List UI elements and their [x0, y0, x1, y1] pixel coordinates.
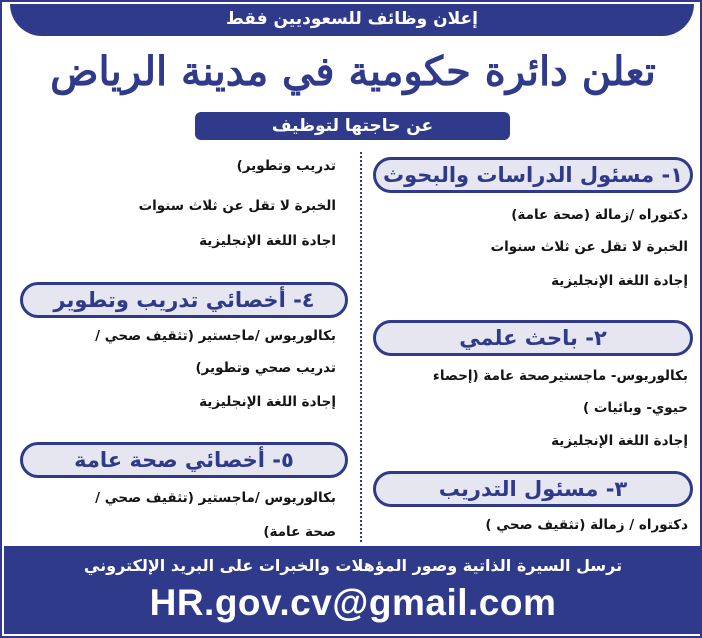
- job3-qualification: دكتوراه / زمالة (تثقيف صحي ): [485, 517, 688, 533]
- subtitle-bar: عن حاجتها لتوظيف: [195, 112, 510, 140]
- job2-qualification-cont: حيوي- وبائيات ): [583, 400, 688, 416]
- job5-qualification-cont: صحة عامة): [263, 524, 336, 540]
- job4-english: إجادة اللغة الإنجليزية: [199, 394, 336, 410]
- job4-qualification: بكالوريوس /ماجستير (تثقيف صحي /: [95, 328, 336, 344]
- job2-qualification: بكالوريوس- ماجستيرصحة عامة (إحصاء: [432, 368, 688, 384]
- job-title-public-health-specialist: ٥- أخصائي صحة عامة: [20, 442, 348, 478]
- contact-email[interactable]: HR.gov.cv@gmail.com: [149, 582, 557, 623]
- footer-bar: [4, 546, 702, 634]
- job3-experience: الخبرة لا تقل عن ثلاث سنوات: [138, 198, 336, 214]
- job-title-training-officer: ٣- مسئول التدريب: [373, 471, 693, 507]
- job4-qualification-cont: تدريب صحي وتطوير): [195, 360, 336, 376]
- job1-experience: الخبرة لا تقل عن ثلاث سنوات: [490, 239, 688, 255]
- headline: تعلن دائرة حكومية في مدينة الرياض: [50, 48, 656, 95]
- application-instructions: ترسل السيرة الذاتية وصور المؤهلات والخبرات على البريد الإلكتروني: [83, 556, 623, 575]
- job5-qualification: بكالوريوس /ماجستير (تثقيف صحي /: [95, 490, 336, 506]
- saudi-only-banner: إعلان وظائف للسعوديين فقط: [10, 4, 694, 36]
- job1-english: إجادة اللغة الإنجليزية: [551, 273, 688, 289]
- job-title-research-officer: ١- مسئول الدراسات والبحوث: [373, 157, 693, 193]
- job-title-scientific-researcher: ٢- باحث علمي: [373, 320, 693, 356]
- column-divider: [360, 152, 362, 542]
- job3-cont-line1: تدريب وتطوير): [236, 158, 336, 174]
- job2-english: إجادة اللغة الإنجليزية: [551, 433, 688, 449]
- job3-english: اجادة اللغة الإنجليزية: [199, 233, 336, 249]
- job-title-training-specialist: ٤- أخصائي تدريب وتطوير: [20, 282, 348, 318]
- job1-qualification: دكتوراه /زمالة (صحة عامة): [511, 207, 688, 223]
